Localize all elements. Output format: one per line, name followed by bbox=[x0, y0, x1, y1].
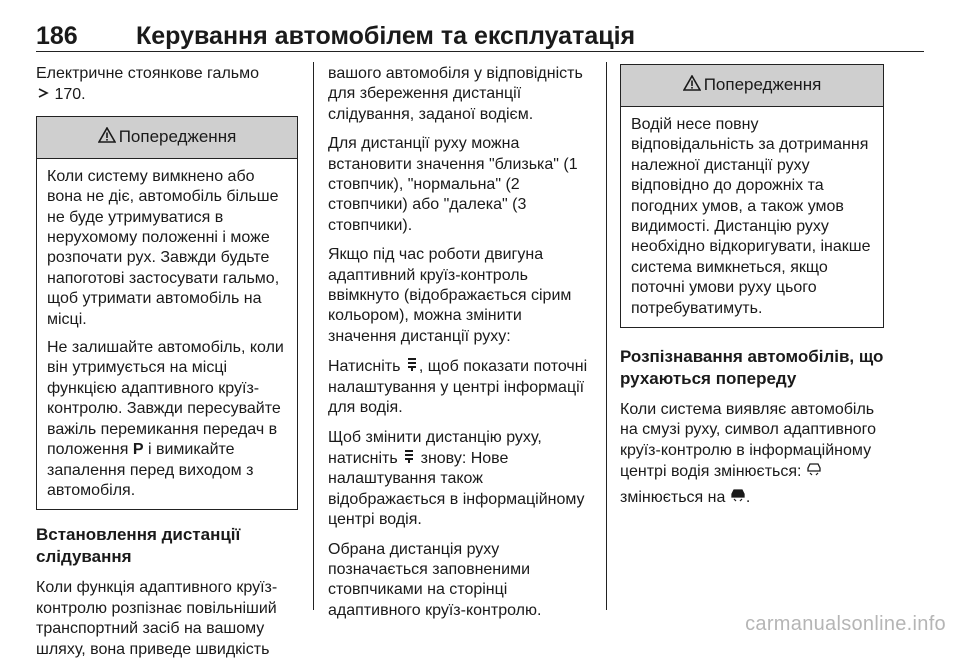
column-divider bbox=[606, 62, 607, 610]
cruise-outline-icon bbox=[806, 463, 822, 480]
body-text: Коли система виявляє автомобіль на смузі руху, символ адаптивного круїз-контролю в інформаційному центрі водія змінюється: bbox=[620, 401, 876, 481]
body-text: Щоб змінити дистанцію руху, натисніть bbox=[328, 428, 542, 467]
column-3 bbox=[620, 64, 884, 517]
warning-header bbox=[621, 65, 883, 107]
page-header bbox=[36, 18, 924, 52]
page-title: Керування автомобілем та експлуатація bbox=[136, 22, 636, 50]
warning-text: Не залишайте автомобіль, коли він утримується на місці функцією адаптивного круїз-контролю. Завжди пересувайте важіль перемикання передач в положення bbox=[47, 339, 284, 459]
warning-triangle-icon bbox=[683, 75, 701, 96]
warning-header bbox=[37, 117, 297, 159]
header-rule bbox=[36, 51, 924, 52]
warning-title: Попередження bbox=[118, 127, 237, 147]
column-2 bbox=[328, 64, 592, 630]
distance-button-icon bbox=[402, 448, 416, 468]
intro-text: Електричне стоянкове гальмо bbox=[36, 65, 260, 82]
body-paragraph bbox=[328, 356, 592, 418]
warning-paragraph: Водій несе повну відповідальність за дотримання належної дистанції руху відповідно до дорожніх та погодних умов, а також умов видимості. Дистанцію руху необхідно відкоригувати, інакше система вимкнеться, якщо поточні умови руху цього потребуватимуть. bbox=[631, 116, 871, 317]
intro-ref: 170. bbox=[54, 86, 86, 104]
body-text: змінюється на bbox=[620, 488, 726, 506]
distance-button-icon bbox=[405, 356, 419, 376]
cruise-filled-icon bbox=[730, 489, 746, 506]
warning-paragraph: Коли систему вимкнено або вона не діє, автомобіль більше не буде утримуватися в нерухомому положенні і може розпочати рух. Завжди будьте напоготові застосувати гальмо, щоб утримати автомобіль на місці. bbox=[47, 167, 280, 328]
column-divider bbox=[313, 62, 314, 610]
body-paragraph: вашого автомобіля у відповідність для збереження дистанції слідування, заданої водієм. bbox=[328, 65, 583, 123]
body-text: знову: Нове налаштування також відображається в інформаційному центрі водія. bbox=[328, 449, 585, 529]
body-paragraph: Обрана дистанція руху позначається заповненими стовпчиками на сторінці адаптивного круїз-контролю. bbox=[328, 540, 542, 619]
body-paragraph bbox=[620, 400, 884, 483]
body-paragraph bbox=[328, 428, 592, 531]
column-1 bbox=[36, 64, 298, 669]
warning-box bbox=[620, 64, 884, 328]
intro-paragraph bbox=[36, 64, 298, 106]
warning-box bbox=[36, 116, 298, 511]
body-paragraph: Коли функція адаптивного круїз-контролю розпізнає повільніший транспортний засіб на вашому шляху, вона приведе швидкість bbox=[36, 579, 278, 658]
page-number: 186 bbox=[36, 22, 78, 50]
warning-body bbox=[37, 159, 297, 510]
section-title: Встановлення дистанції слідування bbox=[36, 525, 241, 567]
gear-position-p: P bbox=[132, 441, 144, 459]
section-title: Розпізнавання автомобілів, що рухаються попереду bbox=[620, 347, 884, 389]
warning-paragraph bbox=[47, 338, 287, 501]
body-text: , щоб показати поточні налаштування у центрі інформації для водія. bbox=[328, 358, 588, 417]
body-paragraph: змінюється на . bbox=[620, 488, 751, 506]
body-paragraph: Для дистанції руху можна встановити значення "близька" (1 стовпчик), "нормальна" (2 стовпчики) або "далека" (3 стовпчики). bbox=[328, 135, 578, 234]
warning-body bbox=[621, 107, 883, 327]
warning-triangle-icon bbox=[98, 127, 116, 148]
watermark: carmanualsonline.info bbox=[745, 613, 946, 635]
warning-text: і вимикайте запалення перед виходом з автомобіля. bbox=[47, 441, 254, 499]
arrow-ref-icon bbox=[36, 84, 50, 104]
warning-title: Попередження bbox=[703, 75, 822, 95]
body-paragraph: Якщо під час роботи двигуна адаптивний круїз-контроль ввімкнуто (відображається сірим кольором), можна змінити значення дистанції руху: bbox=[328, 246, 572, 345]
body-text: Натисніть bbox=[328, 358, 405, 376]
